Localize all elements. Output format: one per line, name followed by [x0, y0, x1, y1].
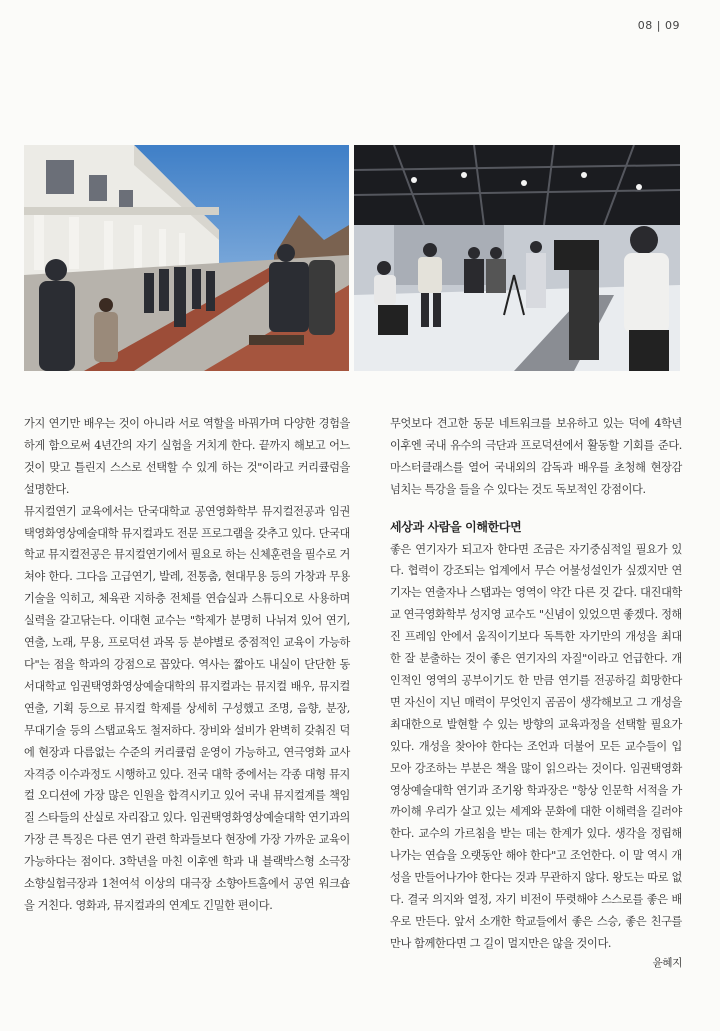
article-left-column [24, 413, 350, 917]
section-heading: 세상과 사람을 이해한다면 [390, 519, 522, 534]
article-right-column [390, 413, 682, 975]
author-byline: 윤혜지 [652, 956, 682, 969]
article-paragraph: 가지 연기만 배우는 것이 아니라 서로 역할을 바꿔가며 다양한 경험을 하게 함으로써 4년간의 자기 실험을 거치게 한다. 끝까지 해보고 어느 것이 맞고 틀린지 스스로 선택할 수 있게 하는 것"이라고 커리큘럼을 설명한다. [24, 417, 350, 496]
campus-building-photo [24, 145, 349, 371]
article-paragraph: 좋은 연기자가 되고자 한다면 조금은 자기중심적일 필요가 있다. 협력이 강조되는 업계에서 무슨 어불성설인가 싶겠지만 연기자는 연출자나 스탭과는 영역이 약간 다른 것 같다. 대진대학교 연극영화학부 성지영 교수도 "신념이 있었으면 좋겠다. 정해진 프레임 안에서 움직이기보다 독특한 자기만의 개성을 최대한 잘 분출하는 것이 좋은 연기자의 자질"이라고 언급한다. 개인적인 영역의 공부이기도 한 만큼 연기를 전공하길 희망한다면 자신이 지닌 매력이 무엇인지 곰곰이 생각해보고 그 개성을 최대한으로 발현할 수 있는 방향의 교육과정을 선택할 필요가 있다. 개성을 찾아야 한다는 조언과 더불어 모든 교수들이 입 모아 강조하는 부분은 책을 많이 읽으라는 것이다. 임권택영화영상예술대학 연기과 조기왕 학과장은 "항상 인문학 서적을 가까이해 우리가 살고 있는 세계와 문화에 대한 이해력을 길러야 한다. 교수의 가르침을 받는 데는 한계가 있다. 생각을 정립해나가는 연습을 오랫동안 해야 한다"고 조언한다. 이 말 역시 개성을 만들어나가야 한다는 것과 무관하지 않다. 왕도는 따로 없다. 결국 의지와 열정, 자기 비전이 뚜렷해야 스스로를 좋은 배우로 만든다. 앞서 소개한 학교들에서 좋은 스승, 좋은 친구를 만나 함께한다면 그 길이 멀지만은 않을 것이다. [390, 542, 682, 950]
page-number: 08 | 09 [637, 19, 680, 32]
studio-rehearsal-photo [354, 145, 680, 371]
studio-photo-drawing [354, 145, 680, 371]
article-paragraph: 뮤지컬연기 교육에서는 단국대학교 공연영화학부 뮤지컬전공과 임권택영화영상예술대학 뮤지컬과도 전문 프로그램을 갖추고 있다. 단국대학교 뮤지컬전공은 뮤지컬연기에서 필요로 하는 신체훈련을 필수로 거쳐야 한다. 그다음 고급연기, 발레, 전통춤, 현대무용 등의 가창과 무용기술을 익히고, 체육관 지하층 전체를 연습실과 스튜디오로 사용하며 실력을 갈고닦는다. 이대현 교수는 "학제가 분명히 나뉘져 있어 연기, 연출, 노래, 무용, 프로덕션 과목 등 분야별로 중점적인 교육이 가능하다"는 점을 학과의 강점으로 꼽았다. 역사는 짧아도 내실이 단단한 동서대학교 임권택영화영상예술대학의 뮤지컬과는 뮤지컬 배우, 뮤지컬 연출, 기획 등으로 뮤지컬 학제를 상세히 구성했고 조명, 음향, 분장, 무대기술 등의 스탭교육도 철저하다. 장비와 설비가 완벽히 갖춰진 덕에 현장과 다름없는 수준의 커리큘럼 운영이 가능하고, 연극영화 교사자격증 이수과정도 시행하고 있다. 전국 대학 중에서는 각종 대형 뮤지컬 오디션에 가장 많은 인원을 합격시키고 있어 국내 뮤지컬계를 책임질 스타들의 산실로 자리잡고 있다. 임권택영화영상예술대학 연기과의 가장 큰 특징은 다른 연기 관련 학과들보다 현장에 가장 가까운 교육이 가능하다는 점이다. 3학년을 마친 이후엔 학과 내 블랙박스형 소극장 소향실험극장과 1천여석 이상의 대극장 소향아트홀에서 공연 워크숍을 거친다. 영화과, 뮤지컬과의 연계도 긴밀한 편이다. [24, 504, 350, 912]
article-paragraph: 무엇보다 견고한 동문 네트워크를 보유하고 있는 덕에 4학년 이후엔 국내 유수의 극단과 프로덕션에서 활동할 기회를 준다. 마스터클래스를 열어 국내외의 감독과 배우를 초청해 현장감 넘치는 특강을 들을 수 있다는 것도 독보적인 강점이다. [390, 417, 682, 496]
campus-photo-drawing [24, 145, 349, 371]
